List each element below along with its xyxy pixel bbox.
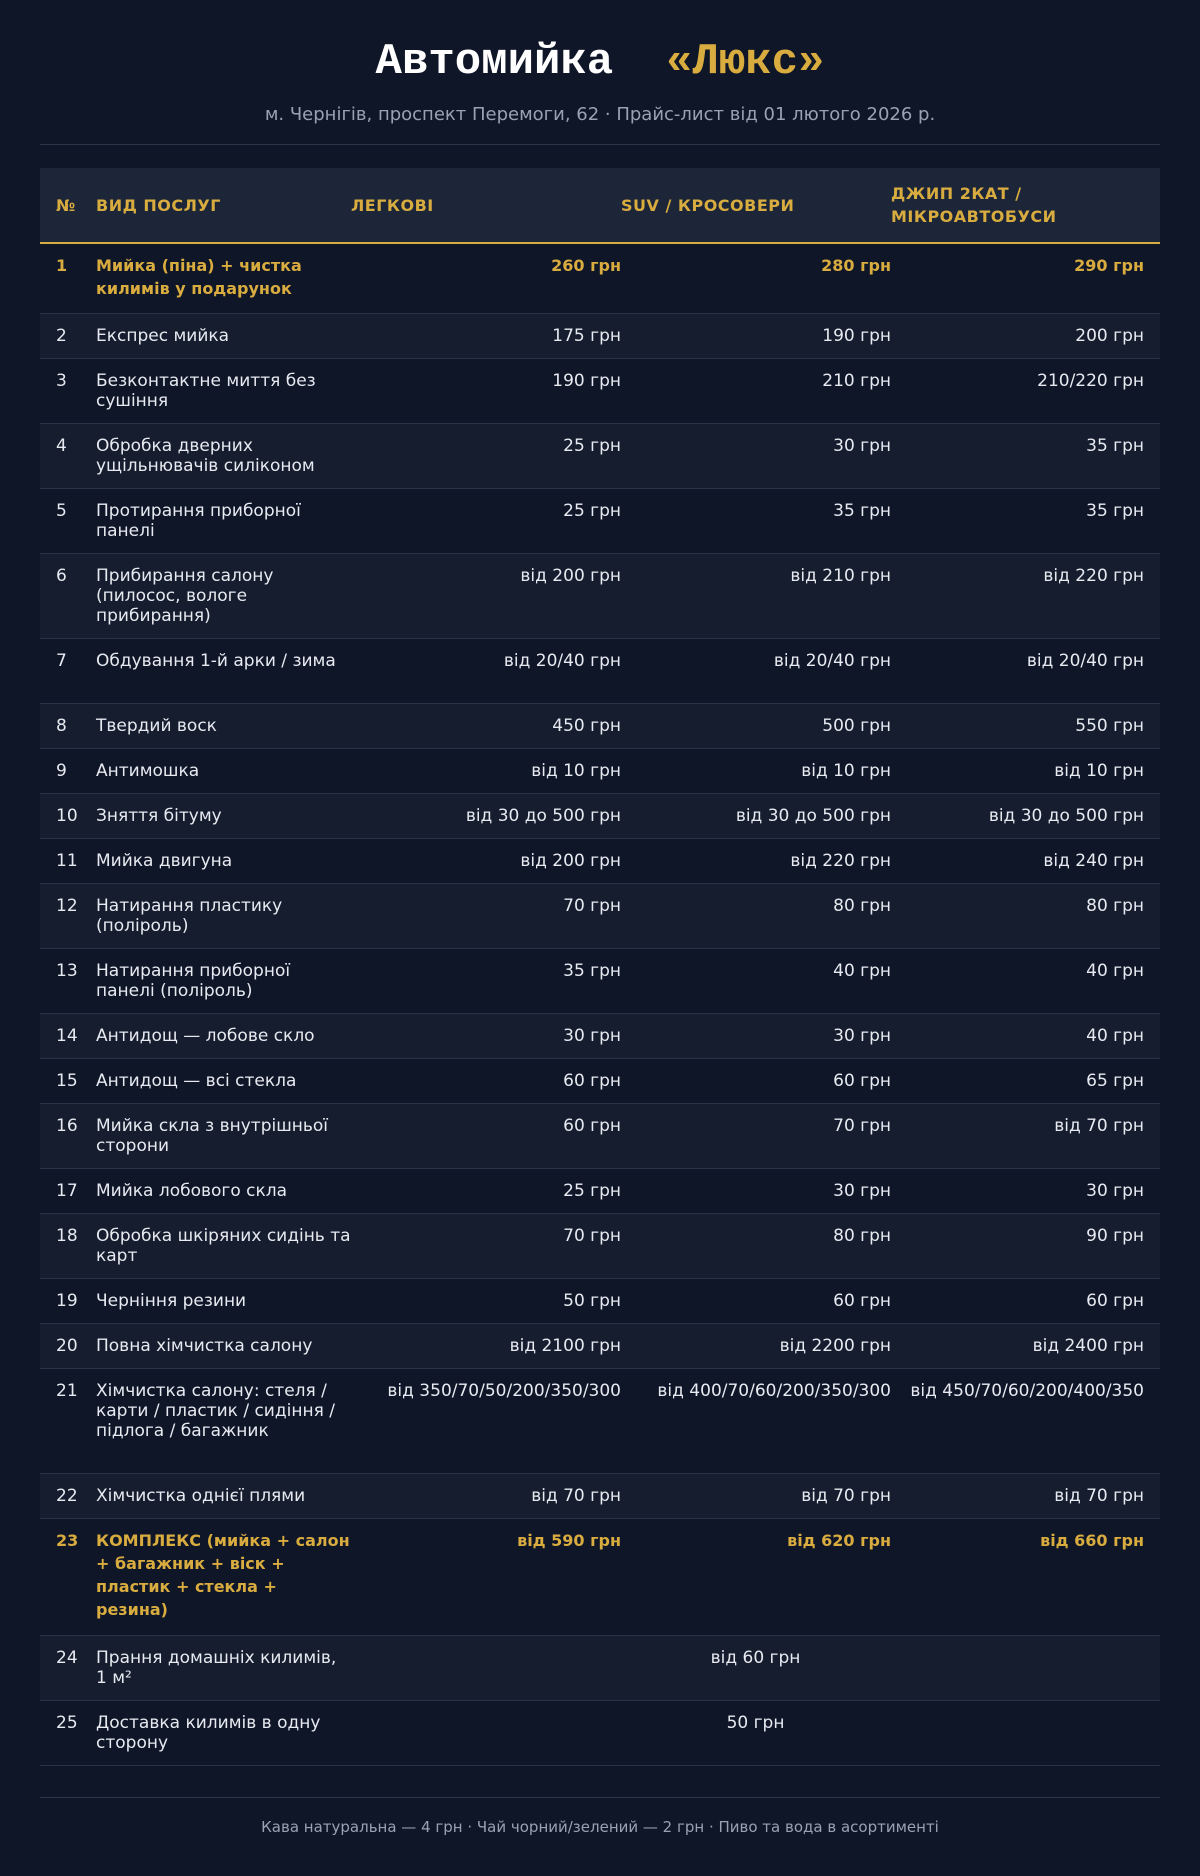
table-row	[40, 949, 1160, 1014]
row-number: 19	[56, 1291, 78, 1311]
service-name: Зняття бітуму	[96, 806, 222, 826]
table-body	[40, 244, 1160, 1766]
service-name: Твердий воск	[96, 716, 217, 736]
page-subtitle: м. Чернігів, проспект Перемоги, 62 · Прайс-лист від 01 лютого 2026 р.	[264, 104, 936, 125]
row-number: 20	[56, 1336, 78, 1356]
table-row	[40, 1169, 1160, 1214]
table-row	[40, 1059, 1160, 1104]
table-row	[40, 794, 1160, 839]
price-jeep: 200 грн	[1075, 326, 1144, 346]
price-suv: від 620 грн	[787, 1531, 891, 1550]
service-name: Мийка лобового скла	[96, 1181, 288, 1201]
price-cars: від 2100 грн	[509, 1336, 621, 1356]
service-name: Мийка (піна) + чистка килимів у подарунок	[96, 256, 302, 298]
price-jeep: 65 грн	[1086, 1071, 1144, 1091]
row-number: 9	[56, 761, 67, 781]
price-cars: 25 грн	[563, 436, 621, 456]
price-jeep: 210/220 грн	[1037, 371, 1144, 391]
table-row	[40, 639, 1160, 704]
row-number: 4	[56, 436, 67, 456]
price-suv: від 400/70/60/200/350/300	[657, 1381, 891, 1401]
price-jeep: 90 грн	[1086, 1226, 1144, 1246]
price-jeep: 290 грн	[1074, 256, 1144, 275]
price-suv: 210 грн	[822, 371, 891, 391]
price-suv: 30 грн	[833, 1026, 891, 1046]
price-suv: 30 грн	[833, 1181, 891, 1201]
table-row	[40, 884, 1160, 949]
footer-divider	[40, 1797, 1160, 1798]
row-number: 24	[56, 1648, 78, 1668]
price-all-vehicles: від 60 грн	[710, 1648, 801, 1668]
price-suv: від 20/40 грн	[773, 651, 891, 671]
table-row	[40, 1519, 1160, 1636]
price-cars: 25 грн	[563, 501, 621, 521]
price-jeep: 35 грн	[1086, 436, 1144, 456]
price-jeep: 550 грн	[1075, 716, 1144, 736]
service-name: Натирання приборної панелі (поліроль)	[96, 961, 291, 1001]
page-header	[0, 0, 1200, 125]
service-name: Мийка скла з внутрішньої сторони	[96, 1116, 329, 1156]
row-number: 13	[56, 961, 78, 981]
price-cars: від 200 грн	[520, 851, 621, 871]
table-row	[40, 704, 1160, 749]
table-row	[40, 1014, 1160, 1059]
service-name: Прання домашніх килимів, 1 м²	[96, 1648, 337, 1688]
price-cars: 60 грн	[563, 1071, 621, 1091]
header-divider	[40, 144, 1160, 145]
row-number: 10	[56, 806, 78, 826]
price-jeep: від 70 грн	[1054, 1116, 1144, 1136]
service-name: Обробка шкіряних сидінь та карт	[96, 1226, 351, 1266]
service-name: Антимошка	[96, 761, 200, 781]
service-name: Експрес мийка	[96, 326, 230, 346]
table-row	[40, 749, 1160, 794]
service-name: Антидощ — всі стекла	[96, 1071, 297, 1091]
row-number: 6	[56, 566, 67, 586]
service-name: Хімчистка салону: стеля / карти / пластик / сидіння / підлога / багажник	[96, 1381, 335, 1441]
price-cars: 35 грн	[563, 961, 621, 981]
price-jeep: від 2400 грн	[1032, 1336, 1144, 1356]
price-cars: 25 грн	[563, 1181, 621, 1201]
row-number: 22	[56, 1486, 78, 1506]
price-suv: від 30 до 500 грн	[735, 806, 891, 826]
table-row	[40, 1636, 1160, 1701]
price-jeep: від 660 грн	[1040, 1531, 1144, 1550]
price-suv: 30 грн	[833, 436, 891, 456]
table-row	[40, 554, 1160, 639]
price-cars: від 70 грн	[531, 1486, 621, 1506]
price-suv: 35 грн	[833, 501, 891, 521]
price-jeep: 30 грн	[1086, 1181, 1144, 1201]
price-jeep: від 70 грн	[1054, 1486, 1144, 1506]
row-number: 14	[56, 1026, 78, 1046]
row-number: 7	[56, 651, 67, 671]
row-number: 8	[56, 716, 67, 736]
price-cars: від 350/70/50/200/350/300	[387, 1381, 621, 1401]
service-name: Безконтактне миття без сушіння	[96, 371, 316, 411]
price-all-vehicles: 50 грн	[726, 1713, 785, 1733]
table-row	[40, 314, 1160, 359]
page-title	[0, 36, 1200, 88]
price-jeep: 35 грн	[1086, 501, 1144, 521]
table-row	[40, 1214, 1160, 1279]
price-cars: від 10 грн	[531, 761, 621, 781]
col-header-suv: SUV / КРОСОВЕРИ	[621, 195, 795, 215]
price-jeep: від 240 грн	[1043, 851, 1144, 871]
service-name: КОМПЛЕКС (мийка + салон + багажник + віск + пластик + стекла + резина)	[96, 1531, 350, 1619]
table-row	[40, 839, 1160, 884]
price-jeep: 40 грн	[1086, 1026, 1144, 1046]
service-name: Мийка двигуна	[96, 851, 233, 871]
price-suv: 60 грн	[833, 1071, 891, 1091]
price-suv: 70 грн	[833, 1116, 891, 1136]
service-name: Натирання пластику (поліроль)	[96, 896, 283, 936]
row-number: 15	[56, 1071, 78, 1091]
price-jeep: 80 грн	[1086, 896, 1144, 916]
price-cars: 260 грн	[551, 256, 621, 275]
footer-note: Кава натуральна — 4 грн · Чай чорний/зелений — 2 грн · Пиво та вода в асортименті	[261, 1818, 939, 1836]
price-suv: 60 грн	[833, 1291, 891, 1311]
price-suv: 190 грн	[822, 326, 891, 346]
row-number: 3	[56, 371, 67, 391]
price-jeep: від 20/40 грн	[1026, 651, 1144, 671]
service-name: Обдування 1-й арки / зима	[96, 651, 336, 671]
row-number: 11	[56, 851, 78, 871]
price-cars: 175 грн	[552, 326, 621, 346]
col-header-service: ВИД ПОСЛУГ	[96, 195, 221, 215]
row-number: 16	[56, 1116, 78, 1136]
service-name: Повна хімчистка салону	[96, 1336, 313, 1356]
service-name: Антидощ — лобове скло	[96, 1026, 315, 1046]
table-row	[40, 1474, 1160, 1519]
price-cars: 30 грн	[563, 1026, 621, 1046]
price-suv: 40 грн	[833, 961, 891, 981]
price-cars: від 200 грн	[520, 566, 621, 586]
row-number: 17	[56, 1181, 78, 1201]
row-number: 23	[56, 1531, 79, 1550]
price-cars: 70 грн	[563, 896, 621, 916]
title-main: Автомийка	[375, 37, 614, 87]
table-row	[40, 1369, 1160, 1474]
col-header-cars: ЛЕГКОВІ	[351, 195, 434, 215]
price-suv: від 70 грн	[801, 1486, 891, 1506]
title-accent: «Люкс»	[666, 37, 825, 87]
service-name: Прибирання салону (пилосос, вологе прибирання)	[96, 566, 274, 626]
col-header-jeep: ДЖИП 2КАТ / МІКРОАВТОБУСИ	[891, 184, 1057, 226]
service-name: Хімчистка однієї плями	[96, 1486, 306, 1506]
price-suv: від 10 грн	[801, 761, 891, 781]
price-jeep: 60 грн	[1086, 1291, 1144, 1311]
service-name: Протирання приборної панелі	[96, 501, 301, 541]
row-number: 25	[56, 1713, 78, 1733]
price-jeep: від 10 грн	[1054, 761, 1144, 781]
price-cars: 450 грн	[552, 716, 621, 736]
table-header	[40, 168, 1160, 244]
price-cars: від 30 до 500 грн	[465, 806, 621, 826]
price-cars: 190 грн	[552, 371, 621, 391]
price-jeep: від 450/70/60/200/400/350	[910, 1381, 1144, 1401]
price-suv: від 210 грн	[790, 566, 891, 586]
table-row	[40, 1104, 1160, 1169]
row-number: 12	[56, 896, 78, 916]
table-row	[40, 244, 1160, 314]
table-row	[40, 1279, 1160, 1324]
price-suv: від 2200 грн	[779, 1336, 891, 1356]
price-jeep: від 30 до 500 грн	[988, 806, 1144, 826]
service-name: Обробка дверних ущільнювачів силіконом	[96, 436, 315, 476]
price-cars: від 20/40 грн	[503, 651, 621, 671]
price-suv: 280 грн	[821, 256, 891, 275]
table-row	[40, 424, 1160, 489]
table-row	[40, 1701, 1160, 1766]
service-name: Черніння резини	[96, 1291, 247, 1311]
table-row	[40, 1324, 1160, 1369]
price-suv: 80 грн	[833, 896, 891, 916]
price-cars: 60 грн	[563, 1116, 621, 1136]
price-suv: від 220 грн	[790, 851, 891, 871]
row-number: 21	[56, 1381, 78, 1401]
price-suv: 500 грн	[822, 716, 891, 736]
row-number: 1	[56, 256, 68, 275]
table-row	[40, 489, 1160, 554]
service-name: Доставка килимів в одну сторону	[96, 1713, 321, 1753]
price-jeep: від 220 грн	[1043, 566, 1144, 586]
row-number: 18	[56, 1226, 78, 1246]
price-jeep: 40 грн	[1086, 961, 1144, 981]
row-number: 5	[56, 501, 67, 521]
col-header-number: №	[56, 195, 76, 215]
price-table	[40, 168, 1160, 1766]
price-cars: 70 грн	[563, 1226, 621, 1246]
table-row	[40, 359, 1160, 424]
price-cars: 50 грн	[563, 1291, 621, 1311]
price-suv: 80 грн	[833, 1226, 891, 1246]
price-cars: від 590 грн	[517, 1531, 621, 1550]
row-number: 2	[56, 326, 67, 346]
